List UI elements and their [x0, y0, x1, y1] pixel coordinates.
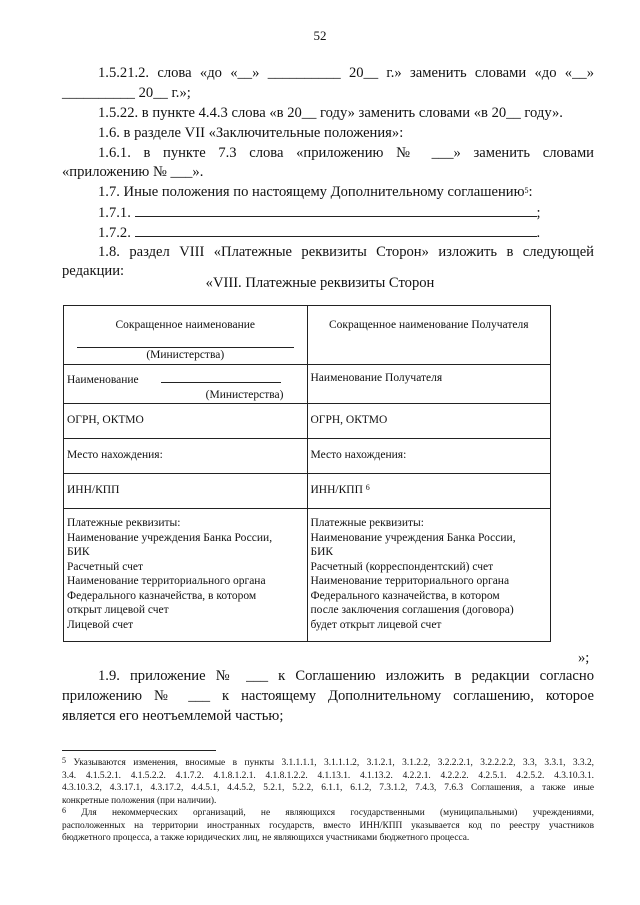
item-1-6: 1.6. в разделе VII «Заключительные положения»:: [98, 125, 404, 141]
payment-line: Наименование учреждения Банка России,: [310, 531, 516, 544]
label-name: Наименование: [67, 374, 139, 386]
name-line: [67, 371, 304, 388]
label-ogrn-recipient: ОГРН, ОКТМО: [310, 414, 388, 426]
table-row: [64, 474, 551, 509]
table-row: [64, 509, 551, 642]
item-1-6-1-line2: «приложению № ___».: [62, 164, 204, 180]
footnote-5-text: Указываются изменения, вносимые в пункты 3.1.1.1.1, 3.1.1.1.2, 3.1.2.1, 3.1.2.2, 3.2.2.2.1, 3.2.2.2.2, 3.3, 3.3.1, 3.3.2,: [73, 758, 594, 768]
payment-details-table: [63, 305, 551, 642]
table-row: [64, 439, 551, 474]
table-row: [64, 306, 551, 365]
blank-line: [135, 203, 537, 217]
blank-line: [135, 223, 537, 237]
item-1-8-line2: редакции:: [62, 263, 125, 279]
label-location: Место нахождения:: [67, 449, 163, 461]
payment-line: Лицевой счет: [67, 618, 134, 631]
payment-line: будет открыт лицевой счет: [310, 618, 442, 631]
label-short-name-recipient: Сокращенное наименование Получателя: [328, 319, 529, 331]
payment-line: Наименование учреждения Банка России,: [67, 531, 273, 544]
payment-left-list: [67, 516, 304, 632]
footnote-6-number: 6: [62, 806, 66, 815]
cell-inn-right: [307, 474, 551, 509]
payment-line: открыт лицевой счет: [67, 604, 169, 616]
payment-line: Расчетный счет: [67, 560, 143, 573]
cell-name-ministry: [64, 365, 308, 404]
table-closing-quote: »;: [578, 650, 590, 666]
item-1-7-2-label: 1.7.2.: [98, 225, 131, 241]
item-1-5-21-2-line1: 1.5.21.2. слова «до «__» __________ 20__ г.» заменить словами «до «__»: [98, 65, 594, 81]
footnote-6-line1: [62, 807, 594, 820]
item-1-7-2-end: .: [536, 225, 541, 241]
item-1-6-1-line1: 1.6.1. в пункте 7.3 слова «приложению № ___» заменить словами: [98, 145, 594, 161]
footnote-6-line2: расположенных на территории иностранных государств, вместо ИНН/КПП указывается код по реестру участников: [62, 820, 594, 831]
footnote-5: [62, 757, 594, 807]
item-1-9-line2: приложению № ___ к настоящему Дополнительному соглашению, которое: [62, 688, 594, 704]
label-short-name: Сокращенное наименование: [115, 319, 255, 331]
payment-line: Наименование территориального органа: [310, 575, 510, 587]
item-1-9-line1: 1.9. приложение № ___ к Соглашению изложить в редакции согласно: [98, 668, 594, 684]
label-ministry-2: (Министерства): [205, 388, 284, 401]
item-1-7-1-label: 1.7.1.: [98, 205, 131, 221]
item-1-7-2: [98, 223, 594, 243]
footnote-5-number: 5: [62, 756, 66, 765]
footnote-6-line3: бюджетного процесса, а также юридических лиц, не являющихся участниками бюджетного процесса.: [62, 833, 470, 843]
footnote-6: [62, 807, 594, 845]
footnote-5-line2: 3.4. 4.1.5.2.1. 4.1.5.2.2. 4.1.7.2. 4.1.8.1.2.1. 4.1.8.1.2.2. 4.1.13.1. 4.1.13.2. 4.2.2.1. 4.2.2.2. 4.2.5.1. 4.2.5.2. 4.3.10.3.1.: [62, 770, 594, 781]
table-row: [64, 404, 551, 439]
footnote-ref-5: 5: [524, 186, 529, 195]
item-1-7-text: 1.7. Иные положения по настоящему Дополнительному соглашению: [98, 184, 525, 200]
label-ogrn: ОГРН, ОКТМО: [67, 414, 144, 426]
label-inn: ИНН/КПП: [67, 484, 120, 496]
label-inn-recipient: ИНН/КПП: [310, 484, 363, 496]
cell-inn-left: [64, 474, 308, 509]
label-location-recipient: Место нахождения:: [310, 449, 407, 461]
cell-location-left: [64, 439, 308, 474]
item-1-5-21-2-line2: __________ 20__ г.»;: [62, 85, 191, 101]
blank-line: [161, 371, 281, 383]
label-ministry: (Министерства): [146, 348, 225, 361]
payment-line: БИК: [310, 546, 334, 558]
item-1-5-22: 1.5.22. в пункте 4.4.3 слова «в 20__ году» заменить словами «в 20__ году».: [98, 105, 563, 121]
footnote-5-line4: конкретные положения (при наличии).: [62, 795, 217, 806]
payment-line: Расчетный (корреспондентский) счет: [310, 560, 494, 573]
footnote-5-line3: 4.3.10.3.2, 4.3.17.1, 4.3.17.2, 4.4.5.1, 4.4.5.2, 5.2.1, 5.2.2, 6.1.1, 6.1.2, 7.3.1.2, 7.4.3, 7.6.3 Соглашения, а также иные: [62, 783, 594, 793]
inn-recipient: [311, 483, 548, 498]
section-title: «VIII. Платежные реквизиты Сторон: [205, 275, 435, 291]
cell-payment-left: [64, 509, 308, 642]
payment-line: после заключения соглашения (договора): [310, 604, 514, 616]
item-1-8-line1: 1.8. раздел VIII «Платежные реквизиты Сторон» изложить в следующей: [98, 244, 594, 260]
footnote-5-line1: [62, 757, 594, 770]
footnote-ref-6: 6: [365, 483, 370, 492]
payment-line: БИК: [67, 546, 90, 558]
payment-line: Платежные реквизиты:: [67, 517, 181, 529]
cell-payment-right: [307, 509, 551, 642]
footnote-separator: [62, 750, 216, 751]
payment-line: Федерального казначейства, в котором: [67, 589, 257, 602]
item-1-7-1-end: ;: [536, 205, 541, 221]
payment-right-list: [311, 516, 548, 632]
item-1-7: 1.7. Иные положения по настоящему Дополнительному соглашению$^5$:: [98, 184, 533, 200]
table-row: [64, 365, 551, 404]
cell-short-name-recipient: [307, 306, 551, 365]
footnote-6-text: Для некоммерческих организаций, не являющихся государственными (муниципальными) учреждениями,: [81, 808, 595, 818]
payment-line: Наименование территориального органа: [67, 575, 266, 587]
cell-location-right: [307, 439, 551, 474]
item-1-7-1: [98, 203, 594, 223]
item-1-9-line3: является его неотъемлемой частью;: [62, 708, 284, 724]
cell-ogrn-left: [64, 404, 308, 439]
page-number: 52: [313, 28, 327, 43]
payment-line: Федерального казначейства, в котором: [310, 589, 500, 602]
payment-line: Платежные реквизиты:: [310, 517, 424, 529]
cell-ogrn-right: [307, 404, 551, 439]
label-name-recipient: Наименование Получателя: [310, 372, 443, 384]
cell-short-name-ministry: [64, 306, 308, 365]
cell-name-recipient: [307, 365, 551, 404]
